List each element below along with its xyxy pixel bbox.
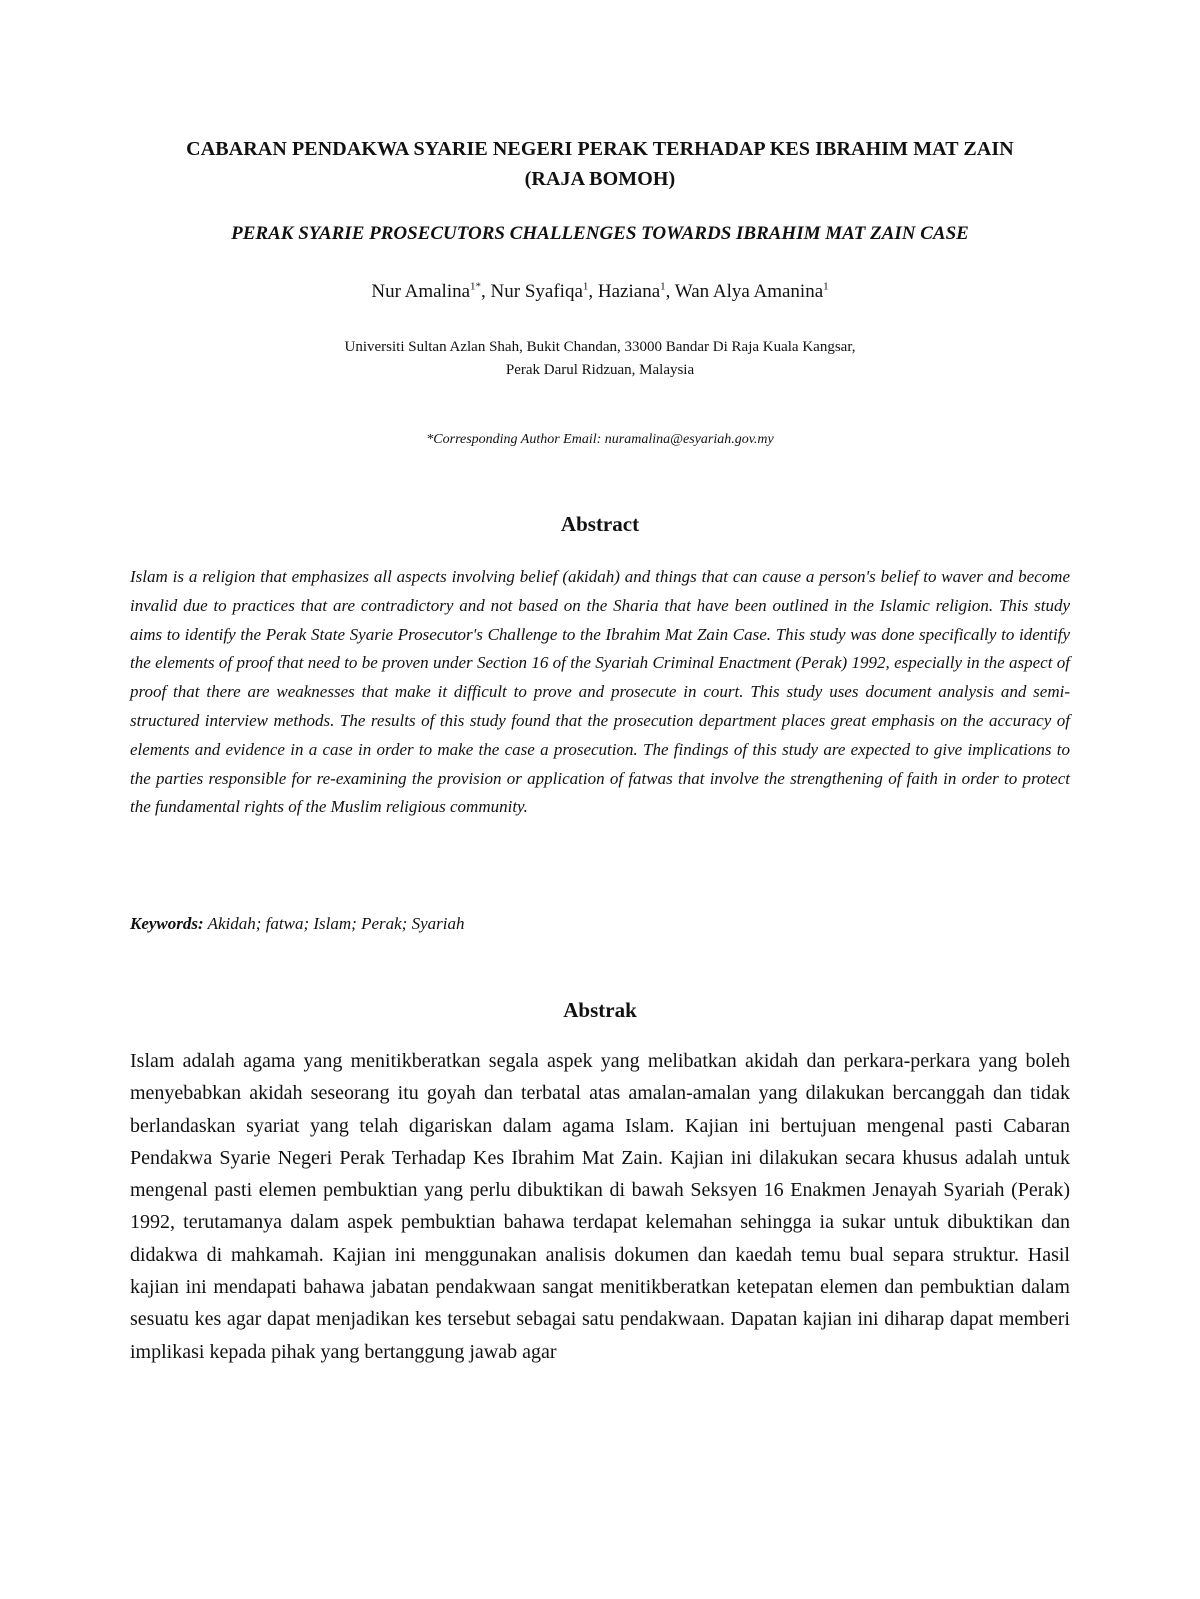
abstract-body: Islam is a religion that emphasizes all aspects involving belief (akidah) and things that can cause a person's belief to waver and become invalid due to practices that are contradictory and not based on the Sharia that have been outlined in the Islamic religion. This study aims to identify the Perak State Syarie Prosecutor's Challenge to the Ibrahim Mat Zain Case. This study was done specifically to identify the elements of proof that need to be proven under Section 16 of the Syariah Criminal Enactment (Perak) 1992, especially in the aspect of proof that there are weaknesses that make it difficult to prove and prosecute in court. This study uses document analysis and semi-structured interview methods. The results of this study found that the prosecution department places great emphasis on the accuracy of elements and evidence in a case in order to make the case a prosecution. The findings of this study are expected to give implications to the parties responsible for re-examining the provision or application of fatwas that involve the strengthening of faith in order to protect the fundamental rights of the Muslim religious community. [130, 567, 1070, 817]
keywords-label: Keywords: [130, 914, 204, 933]
author-separator: , [588, 281, 598, 302]
paper-title-line-2: (RAJA BOMOH) [524, 168, 676, 190]
author-list [100, 278, 1100, 306]
abstract-heading: Abstract [560, 512, 640, 536]
paper-title-line-1: CABARAN PENDAKWA SYARIE NEGERI PERAK TERHADAP KES IBRAHIM MAT ZAIN [186, 138, 1014, 160]
author-affiliation-mark: 1 [582, 280, 589, 293]
abstrak-body: Islam adalah agama yang menitikberatkan segala aspek yang melibatkan akidah dan perkara-perkara yang boleh menyebabkan akidah seseorang itu goyah dan terbatal atas amalan-amalan yang dilakukan bercanggah dan tidak berlandaskan syariat yang telah digariskan dalam agama Islam. Kajian ini bertujuan mengenal pasti Cabaran Pendakwa Syarie Negeri Perak Terhadap Kes Ibrahim Mat Zain. Kajian ini dilakukan secara khusus adalah untuk mengenal pasti elemen pembuktian yang perlu dibuktikan di bawah Seksyen 16 Enakmen Jenayah Syariah (Perak) 1992, terutamanya dalam aspek pembuktian bahawa terdapat kelemahan sehingga ia sukar untuk dibuktikan dan didakwa di mahkamah. Kajian ini menggunakan analisis dokumen dan kaedah temu bual separa struktur. Hasil kajian ini mendapati bahawa jabatan pendakwaan sangat menitikberatkan ketepatan elemen dan pembuktian dalam sesuatu kes agar dapat menjadikan kes tersebut sebagai satu pendakwaan. Dapatan kajian ini diharap dapat memberi implikasi kepada pihak yang bertanggung jawab agar [130, 1050, 1070, 1363]
author-separator: , [481, 281, 491, 302]
author-affiliation-mark: 1 [660, 280, 666, 293]
affiliation-line-2: Perak Darul Ridzuan, Malaysia [505, 362, 695, 378]
abstrak-heading: Abstrak [563, 998, 637, 1022]
author-affiliation-mark: 1 [823, 280, 829, 293]
author-name: Haziana [597, 281, 661, 302]
keywords [130, 910, 1070, 938]
paper-subtitle: PERAK SYARIE PROSECUTORS CHALLENGES TOWARDS IBRAHIM MAT ZAIN CASE [231, 223, 969, 244]
author-name: Nur Amalina [371, 281, 471, 302]
author-name: Nur Syafiqa [490, 281, 583, 302]
author-affiliation-mark: 1* [470, 280, 482, 293]
keywords-text: Akidah; fatwa; Islam; Perak; Syariah [207, 914, 465, 933]
affiliation [100, 336, 1100, 382]
paper-title [100, 134, 1100, 194]
corresponding-email: *Corresponding Author Email: nuramalina@esyariah.gov.my [426, 432, 774, 447]
affiliation-line-1: Universiti Sultan Azlan Shah, Bukit Chandan, 33000 Bandar Di Raja Kuala Kangsar, [344, 339, 856, 355]
author-separator: , [665, 281, 675, 302]
author-name: Wan Alya Amanina [674, 281, 824, 302]
